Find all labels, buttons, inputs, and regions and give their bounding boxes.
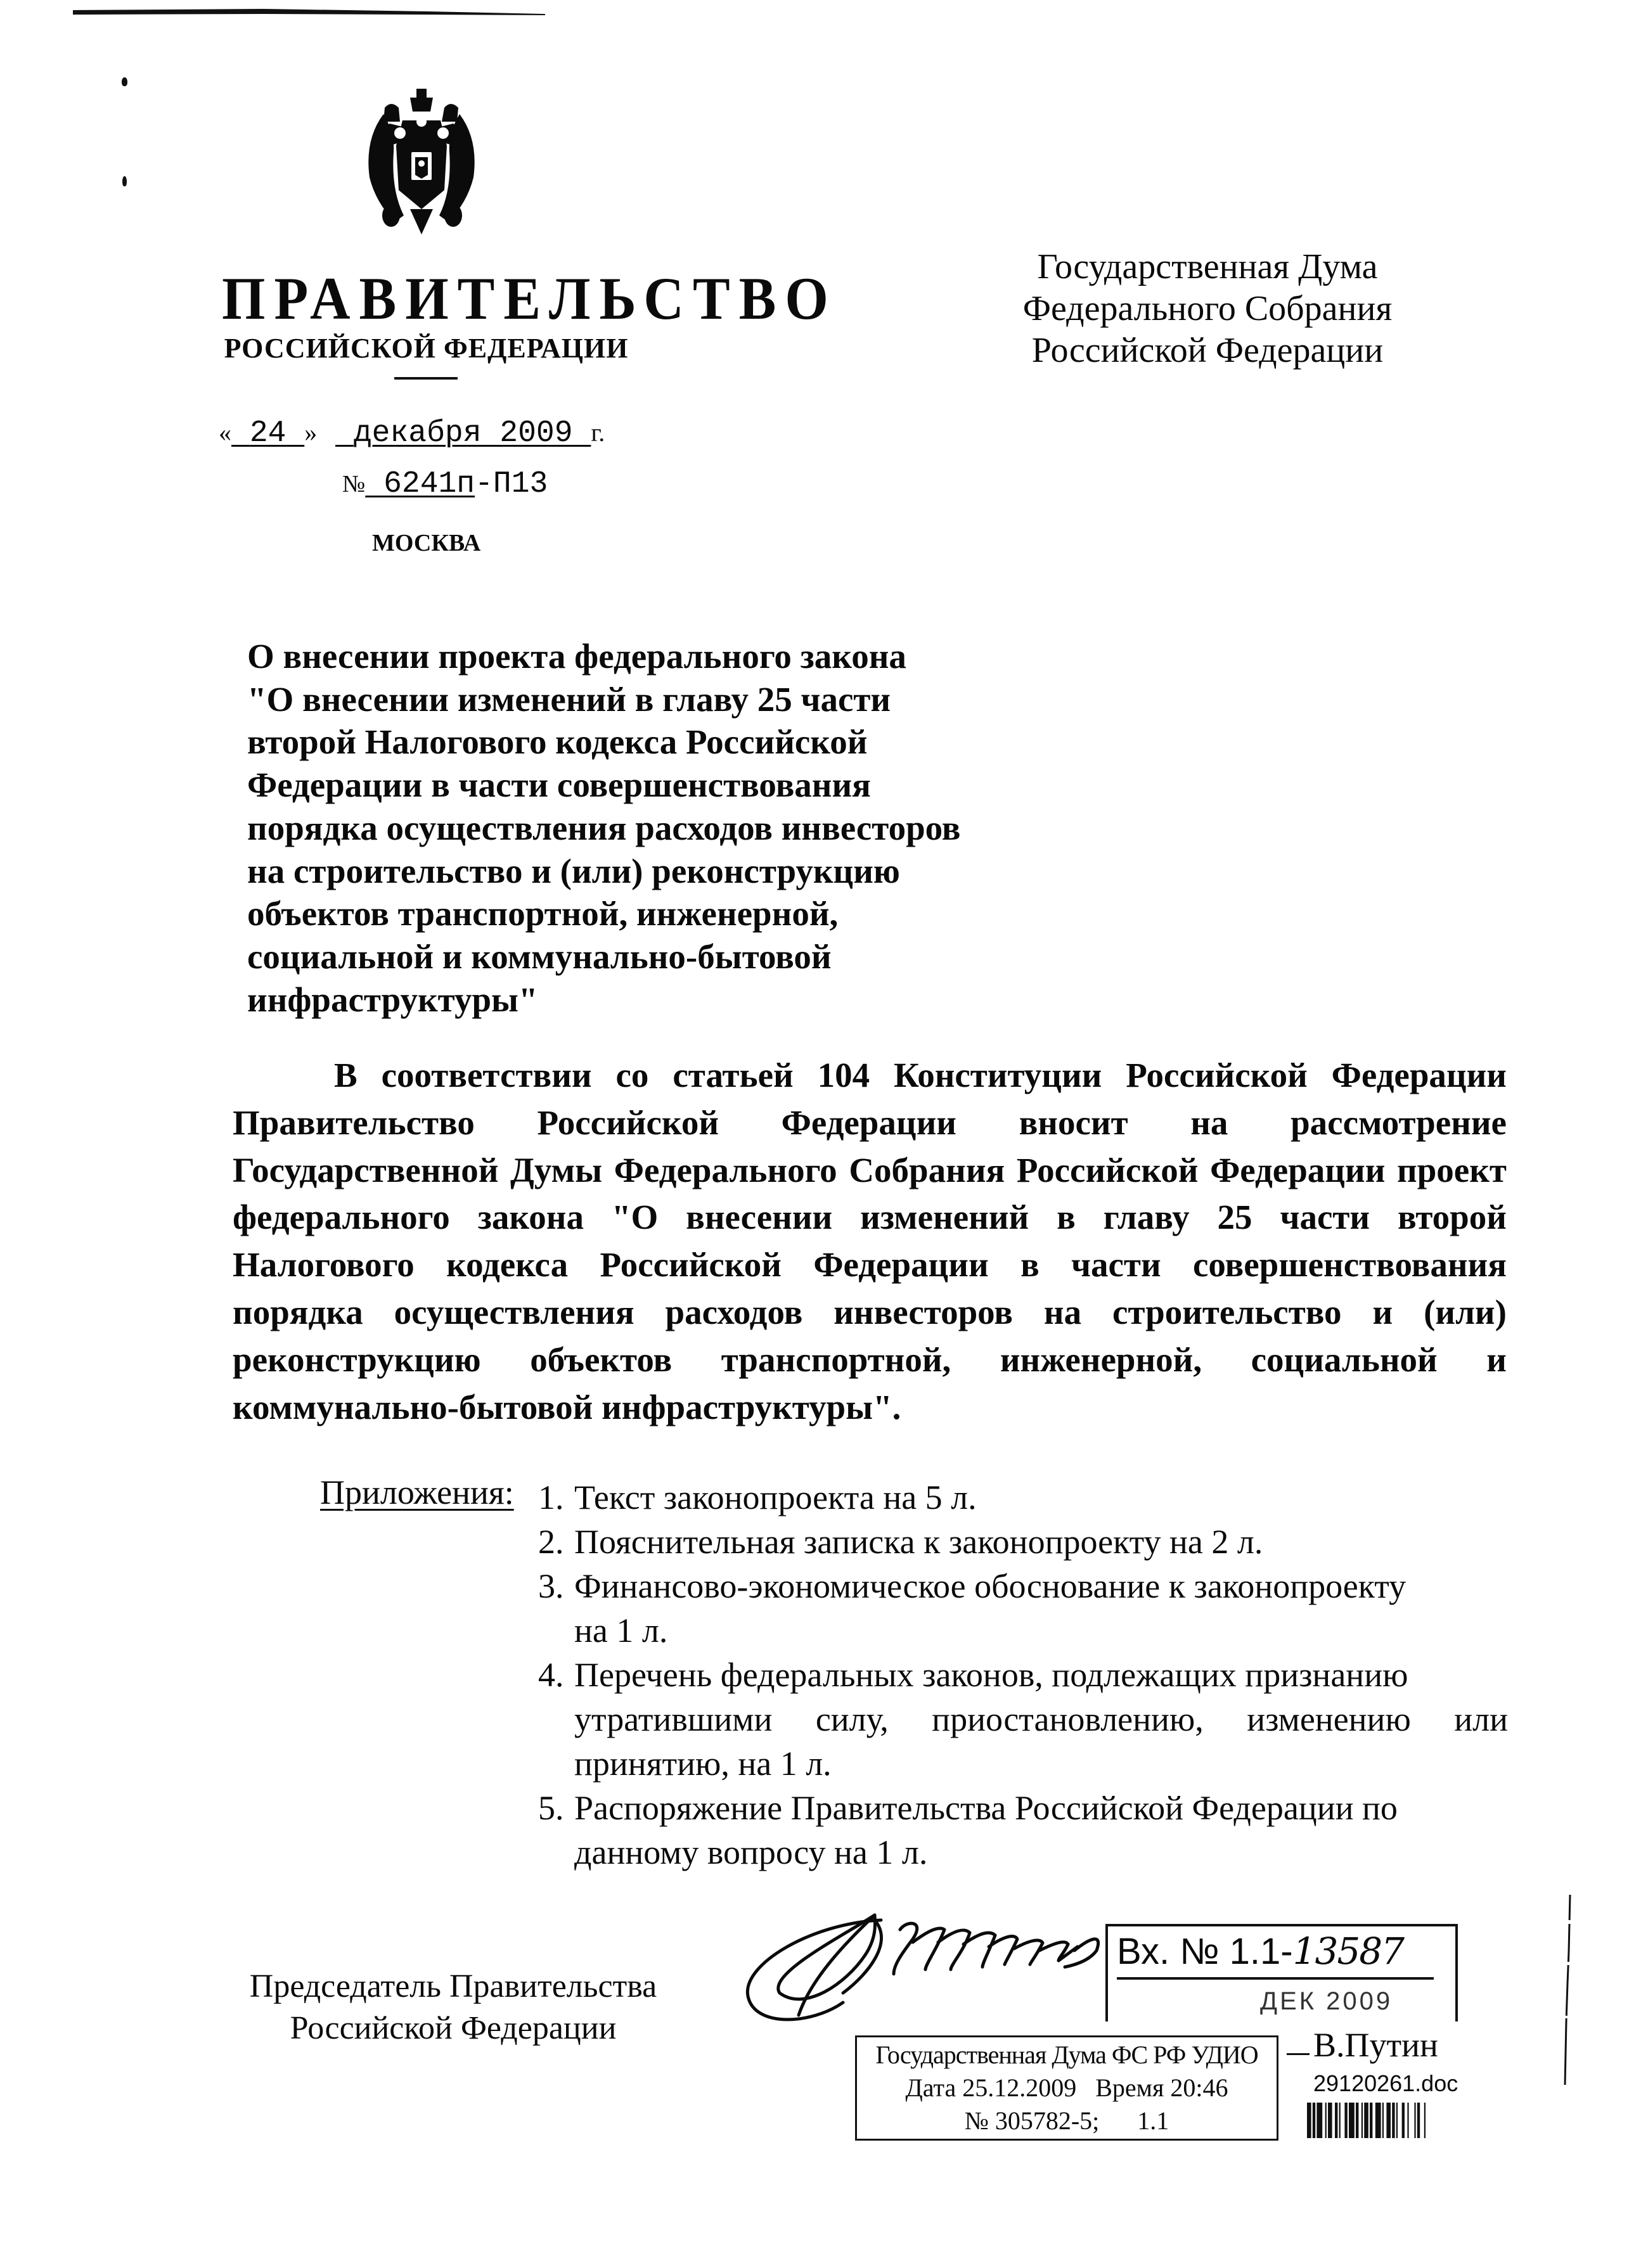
duma-stamp-datetime: [857, 2072, 1277, 2105]
duma-stamp-org: Государственная Дума ФС РФ УДИО: [875, 2041, 1258, 2069]
word: Федерации: [813, 1245, 989, 1285]
duma-time-label: Время: [1095, 2073, 1164, 2102]
duma-reg-prefix: №: [964, 2106, 989, 2135]
body-line: [233, 1336, 1507, 1384]
org-subtitle: РОССИЙСКОЙ ФЕДЕРАЦИИ: [224, 333, 629, 364]
word: на: [1043, 1292, 1082, 1331]
word: главу: [1103, 1198, 1190, 1237]
word: Федерации: [1331, 1056, 1507, 1094]
word: и: [1486, 1340, 1507, 1379]
document-number: [342, 469, 548, 499]
word: Российской: [1126, 1056, 1308, 1094]
barcode-bar: [1375, 2103, 1381, 2138]
word: Собрания: [849, 1150, 1005, 1189]
incoming-stamp-date: ДЕК 2009: [1260, 1987, 1393, 2015]
signer-name: В.Путин: [1313, 2026, 1438, 2064]
signatory-title-line: Председатель Правительства: [249, 1968, 657, 2004]
barcode-bar: [1362, 2103, 1363, 2138]
word: Федерации: [1210, 1150, 1386, 1189]
number-sign: №: [342, 471, 366, 497]
word: второй: [1398, 1198, 1507, 1237]
body-paragraph: [233, 1052, 1507, 1431]
word: В: [334, 1056, 357, 1094]
barcode-bar: [1349, 2103, 1355, 2138]
duma-time: 20:46: [1170, 2073, 1228, 2102]
word: Российской: [1016, 1150, 1199, 1189]
barcode-bar: [1386, 2103, 1391, 2138]
word: изменений: [860, 1198, 1029, 1237]
date-month-year-value: декабря 2009: [353, 416, 573, 451]
word: порядка: [233, 1292, 363, 1331]
word: инженерной,: [1000, 1340, 1202, 1379]
addressee-line: Государственная Дума: [1037, 247, 1378, 286]
word: Федерального: [614, 1150, 837, 1189]
body-line: коммунально-бытовой инфраструктуры".: [233, 1387, 901, 1426]
incoming-stamp-underline: [1117, 1977, 1434, 1980]
word: части: [1280, 1198, 1370, 1237]
attachment-item: [538, 1786, 1508, 1874]
subject-line: О внесении проекта федерального закона: [247, 637, 906, 676]
word: Российской: [600, 1245, 782, 1285]
word: расходов: [665, 1292, 803, 1331]
word: реконструкцию: [233, 1340, 481, 1379]
barcode-bar: [1424, 2103, 1426, 2138]
barcode-bar: [1382, 2103, 1384, 2138]
subject-line: Федерации в части совершенствования: [247, 766, 871, 805]
addressee: [989, 246, 1426, 371]
subject-line: объектов транспортной, инженерной,: [247, 894, 839, 933]
attachment-text: Текст законопроекта на 5 л.: [574, 1478, 977, 1516]
barcode-bar: [1335, 2103, 1337, 2138]
subject-line: инфраструктуры": [247, 980, 538, 1019]
word: внесении: [686, 1198, 833, 1237]
word: строительство: [1112, 1292, 1342, 1331]
attachment-number: 4.: [538, 1656, 564, 1694]
duma-date-label: Дата: [905, 2073, 956, 2102]
word: осуществления: [394, 1292, 634, 1331]
number-value: [365, 467, 475, 501]
word: рассмотрение: [1291, 1103, 1507, 1142]
subject-line: социальной и коммунально-бытовой: [247, 937, 832, 976]
word: Правительство: [233, 1103, 475, 1142]
barcode: [1306, 2103, 1458, 2138]
duma-stamp-reg: [857, 2105, 1277, 2137]
attachment-item: [538, 1564, 1508, 1653]
subject-line: второй Налогового кодекса Российской: [247, 722, 868, 762]
date-month-year: [335, 416, 591, 451]
barcode-bar: [1328, 2103, 1332, 2138]
word: проект: [1397, 1150, 1507, 1189]
barcode-bar: [1396, 2103, 1398, 2138]
incoming-stamp-label: Вх. № 1.1-: [1117, 1931, 1293, 1972]
word: Думы: [510, 1150, 603, 1189]
addressee-line: Российской Федерации: [1031, 331, 1384, 370]
word: Конституции: [894, 1056, 1102, 1094]
margin-mark: [122, 176, 127, 186]
margin-mark: [122, 77, 127, 86]
barcode-bar: [1325, 2103, 1327, 2138]
date-year-suffix: г.: [591, 418, 605, 447]
body-line: [233, 1052, 1507, 1099]
word: кодекса: [446, 1245, 569, 1285]
attachment-text: Финансово-экономическое обоснование к законопроекту: [574, 1567, 1407, 1605]
attachment-item: [538, 1520, 1508, 1564]
addressee-line: Федерального Собрания: [1022, 289, 1393, 328]
signatory-title: [222, 1966, 685, 2049]
signatory-title-line: Российской Федерации: [290, 2010, 617, 2046]
word: со: [615, 1056, 649, 1094]
word: инвесторов: [834, 1292, 1014, 1331]
attachments-list: [538, 1475, 1508, 1874]
duma-date: 25.12.2009: [962, 2073, 1077, 2102]
subject-line: порядка осуществления расходов инвесторов: [247, 808, 961, 847]
word: соответствии: [381, 1056, 592, 1094]
barcode-bar: [1307, 2103, 1311, 2138]
duma-reg-number: 305782-5;: [995, 2106, 1100, 2135]
barcode-bar: [1364, 2103, 1368, 2138]
attachment-item: [538, 1475, 1508, 1520]
barcode-bar: [1316, 2103, 1322, 2138]
attachment-number: 3.: [538, 1567, 564, 1605]
margin-line: [1563, 1895, 1572, 2085]
barcode-bar: [1414, 2103, 1415, 2138]
file-label: 29120261.doc: [1313, 2070, 1458, 2096]
number-suffix: -П13: [475, 467, 548, 501]
document-date: [219, 418, 605, 449]
word: совершенствования: [1192, 1245, 1507, 1285]
incoming-stamp-row: [1117, 1930, 1404, 1973]
word: в: [1020, 1245, 1040, 1285]
attachment-number: 5.: [538, 1789, 564, 1827]
barcode-bar: [1417, 2103, 1420, 2138]
attachment-number: 2.: [538, 1523, 564, 1561]
word: 25: [1217, 1198, 1252, 1237]
subject-line: на строительство и (или) реконструкцию: [247, 851, 900, 890]
body-line: [233, 1099, 1507, 1147]
incoming-stamp: [1105, 1924, 1458, 2021]
duma-division: 1.1: [1137, 2106, 1169, 2135]
body-line: [233, 1241, 1507, 1289]
barcode-bar: [1356, 2103, 1358, 2138]
word: Российской: [537, 1103, 719, 1142]
word: закона: [477, 1198, 584, 1237]
barcode-bar: [1407, 2103, 1408, 2138]
attachment-item: [538, 1653, 1508, 1786]
word: транспортной,: [721, 1340, 951, 1379]
barcode-bar: [1313, 2103, 1315, 2138]
coat-of-arms-emblem: [352, 89, 491, 238]
barcode-bar: [1370, 2103, 1372, 2138]
word: вносит: [1019, 1103, 1128, 1142]
date-open-quote: «: [219, 418, 231, 447]
incoming-handwritten-number: 13587: [1292, 1930, 1404, 1973]
word: федерального: [233, 1198, 450, 1237]
top-rule: [73, 8, 545, 16]
attachment-text: Распоряжение Правительства Российской Федерации по: [574, 1789, 1398, 1827]
attachment-text: утратившими силу, приостановлению, изменению или: [574, 1700, 1508, 1738]
city: МОСКВА: [372, 530, 481, 556]
attachment-text: принятию, на 1 л.: [574, 1745, 832, 1783]
word: Налогового: [233, 1245, 415, 1285]
attachment-text: Пояснительная записка к законопроекту на 2 л.: [574, 1523, 1263, 1561]
subject-heading: [247, 635, 1008, 1021]
word: социальной: [1251, 1340, 1438, 1379]
word: объектов: [530, 1340, 673, 1379]
word: 104: [817, 1056, 870, 1094]
body-line: [233, 1194, 1507, 1241]
org-title: ПРАВИТЕЛЬСТВО: [222, 266, 837, 333]
barcode-bar: [1339, 2103, 1341, 2138]
barcode-bar: [1402, 2103, 1405, 2138]
divider: [394, 377, 458, 380]
attachment-number: 1.: [538, 1478, 564, 1516]
attachment-text: данному вопросу на 1 л.: [574, 1833, 928, 1871]
subject-line: "О внесении изменений в главу 25 части: [247, 679, 891, 719]
attachment-text: Перечень федеральных законов, подлежащих признанию: [574, 1656, 1408, 1694]
body-line: [233, 1289, 1507, 1336]
date-day-value: 24: [249, 416, 286, 451]
word: статьей: [673, 1056, 794, 1094]
word: Государственной: [233, 1150, 499, 1189]
attachments-label: Приложения:: [320, 1473, 514, 1511]
word: "О: [611, 1198, 659, 1237]
duma-registration-stamp: [855, 2035, 1278, 2141]
word: части: [1071, 1245, 1161, 1285]
word: на: [1190, 1103, 1228, 1142]
date-close-quote: »: [304, 418, 318, 447]
word: и: [1372, 1292, 1393, 1331]
number-main: 6241п: [383, 467, 475, 501]
body-line: [233, 1147, 1507, 1195]
date-day: [231, 416, 304, 451]
barcode-bar: [1344, 2103, 1347, 2138]
word: (или): [1424, 1292, 1507, 1331]
word: в: [1057, 1198, 1076, 1237]
word: Федерации: [781, 1103, 956, 1142]
barcode-bar: [1392, 2103, 1394, 2138]
attachment-text: на 1 л.: [574, 1611, 668, 1650]
signature-line: [1287, 2053, 1310, 2055]
